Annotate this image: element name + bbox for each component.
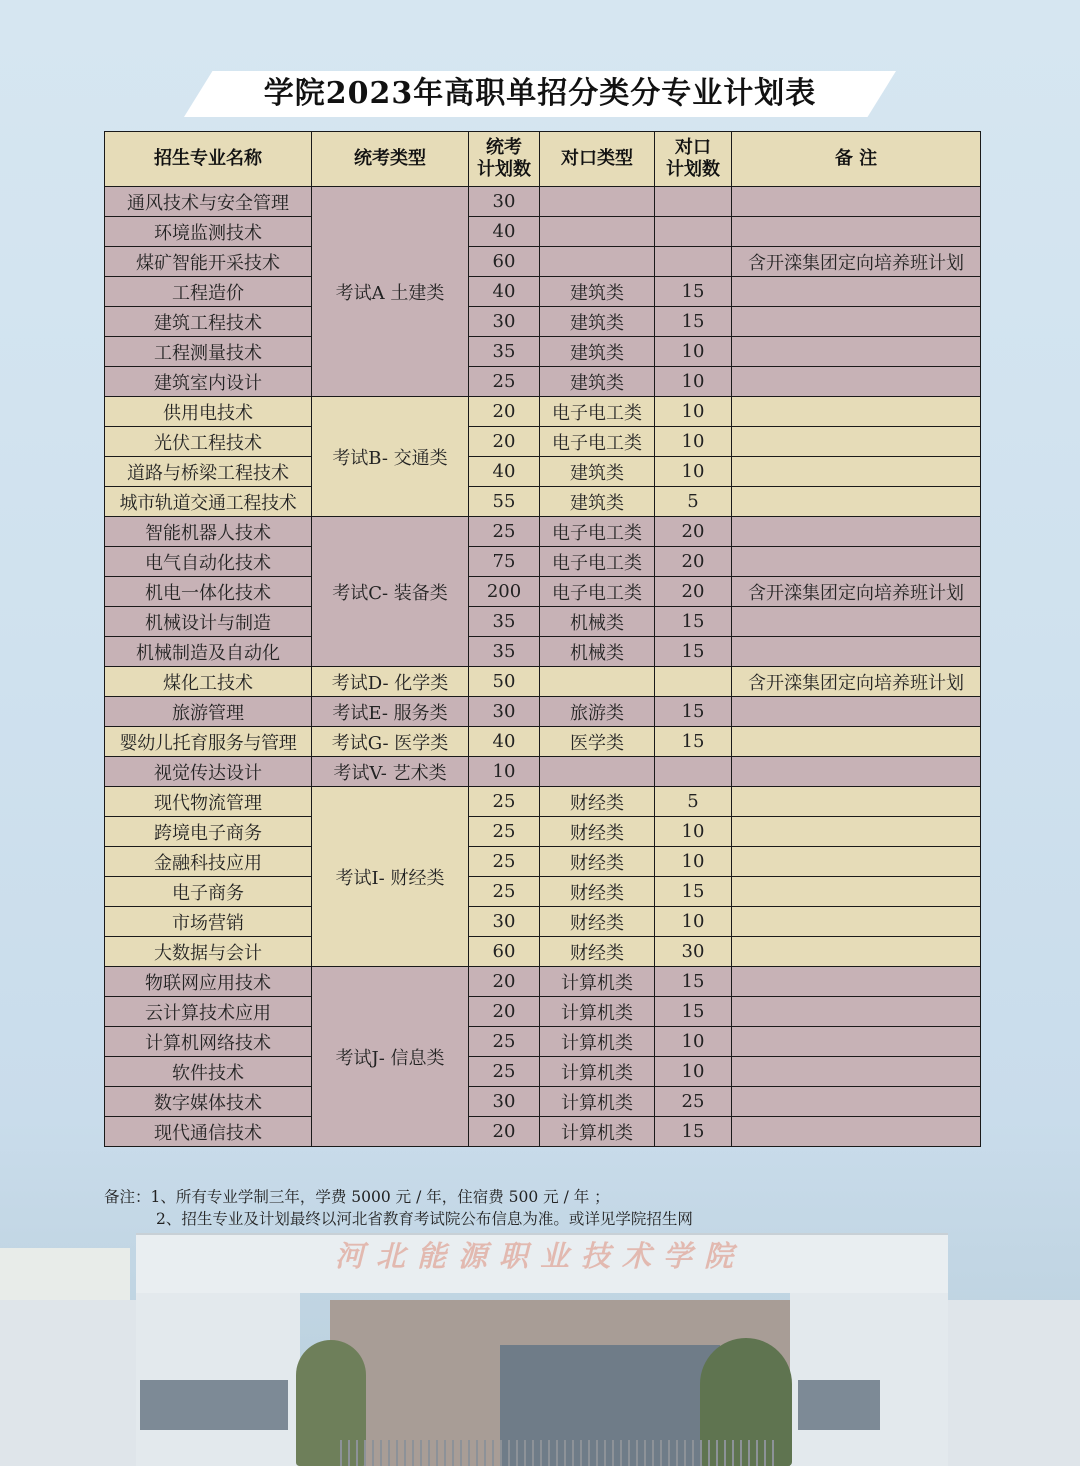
note-cell [732, 637, 981, 667]
table-row [105, 997, 981, 1027]
left-wing [0, 1300, 140, 1466]
pair-type-cell: 建筑类 [540, 487, 655, 517]
exam-plan-cell: 30 [469, 187, 540, 217]
side-building [0, 1248, 130, 1308]
note-cell [732, 187, 981, 217]
table-row [105, 247, 981, 277]
note-cell [732, 337, 981, 367]
note-cell [732, 1087, 981, 1117]
major-cell: 煤矿智能开采技术 [105, 247, 312, 277]
note-cell [732, 367, 981, 397]
major-cell: 市场营销 [105, 907, 312, 937]
major-cell: 电子商务 [105, 877, 312, 907]
exam-type-cell: 考试A 土建类 [312, 187, 469, 397]
major-cell: 煤化工技术 [105, 667, 312, 697]
pillar-window-left [140, 1380, 288, 1430]
table-row [105, 1027, 981, 1057]
pair-plan-cell: 15 [655, 997, 732, 1027]
note-cell [732, 907, 981, 937]
pair-plan-cell: 15 [655, 637, 732, 667]
pair-type-cell: 电子电工类 [540, 427, 655, 457]
exam-plan-cell: 10 [469, 757, 540, 787]
pair-type-cell [540, 217, 655, 247]
table-row [105, 697, 981, 727]
table-row [105, 757, 981, 787]
pair-type-cell [540, 667, 655, 697]
major-cell: 机械制造及自动化 [105, 637, 312, 667]
exam-type-cell: 考试I- 财经类 [312, 787, 469, 967]
table-row [105, 1117, 981, 1147]
pair-type-cell: 财经类 [540, 877, 655, 907]
major-cell: 计算机网络技术 [105, 1027, 312, 1057]
major-cell: 机电一体化技术 [105, 577, 312, 607]
pair-plan-cell: 15 [655, 877, 732, 907]
pair-plan-cell: 5 [655, 487, 732, 517]
exam-plan-cell: 30 [469, 1087, 540, 1117]
pair-type-cell: 建筑类 [540, 337, 655, 367]
pair-plan-cell [655, 667, 732, 697]
exam-plan-cell: 40 [469, 277, 540, 307]
exam-plan-cell: 25 [469, 877, 540, 907]
note-cell [732, 487, 981, 517]
header-pair-type: 对口类型 [540, 132, 655, 187]
major-cell: 婴幼儿托育服务与管理 [105, 727, 312, 757]
table-row [105, 307, 981, 337]
pair-plan-cell: 20 [655, 547, 732, 577]
major-cell: 智能机器人技术 [105, 517, 312, 547]
note-cell [732, 817, 981, 847]
exam-plan-cell: 50 [469, 667, 540, 697]
pair-type-cell: 计算机类 [540, 1027, 655, 1057]
exam-plan-cell: 20 [469, 1117, 540, 1147]
major-cell: 工程测量技术 [105, 337, 312, 367]
note-cell [732, 277, 981, 307]
major-cell: 通风技术与安全管理 [105, 187, 312, 217]
pair-plan-cell: 30 [655, 937, 732, 967]
major-cell: 旅游管理 [105, 697, 312, 727]
exam-plan-cell: 30 [469, 307, 540, 337]
pair-plan-cell: 15 [655, 277, 732, 307]
table-row [105, 937, 981, 967]
note-cell [732, 787, 981, 817]
table-row [105, 457, 981, 487]
gate-fence [340, 1440, 780, 1466]
major-cell: 建筑室内设计 [105, 367, 312, 397]
exam-plan-cell: 25 [469, 847, 540, 877]
note-cell: 含开滦集团定向培养班计划 [732, 577, 981, 607]
header-exam-type: 统考类型 [312, 132, 469, 187]
major-cell: 金融科技应用 [105, 847, 312, 877]
pair-type-cell: 建筑类 [540, 277, 655, 307]
pair-type-cell: 电子电工类 [540, 397, 655, 427]
pair-type-cell [540, 247, 655, 277]
major-cell: 城市轨道交通工程技术 [105, 487, 312, 517]
pair-type-cell: 计算机类 [540, 1087, 655, 1117]
pair-plan-cell [655, 757, 732, 787]
pillar-window-right [798, 1380, 880, 1430]
note-cell [732, 397, 981, 427]
pair-type-cell: 旅游类 [540, 697, 655, 727]
pair-type-cell: 财经类 [540, 787, 655, 817]
pair-plan-cell: 15 [655, 727, 732, 757]
major-cell: 供用电技术 [105, 397, 312, 427]
header-exam-plan: 统考 计划数 [469, 132, 540, 187]
note-cell [732, 457, 981, 487]
note-cell [732, 1027, 981, 1057]
note-cell [732, 727, 981, 757]
major-cell: 电气自动化技术 [105, 547, 312, 577]
note-cell [732, 427, 981, 457]
exam-plan-cell: 30 [469, 697, 540, 727]
table-row [105, 517, 981, 547]
exam-plan-cell: 30 [469, 907, 540, 937]
exam-plan-cell: 25 [469, 787, 540, 817]
major-cell: 光伏工程技术 [105, 427, 312, 457]
pair-type-cell: 财经类 [540, 817, 655, 847]
pair-type-cell: 机械类 [540, 637, 655, 667]
pair-type-cell: 建筑类 [540, 367, 655, 397]
table-row [105, 637, 981, 667]
pair-type-cell: 财经类 [540, 847, 655, 877]
pair-type-cell: 建筑类 [540, 307, 655, 337]
exam-plan-cell: 20 [469, 397, 540, 427]
gate-school-name: 河北能源职业技术学院 [334, 1239, 745, 1273]
table-row [105, 787, 981, 817]
table-row [105, 1057, 981, 1087]
pair-type-cell: 机械类 [540, 607, 655, 637]
pair-plan-cell [655, 187, 732, 217]
pair-plan-cell: 10 [655, 367, 732, 397]
table-row [105, 277, 981, 307]
exam-plan-cell: 25 [469, 1057, 540, 1087]
exam-plan-cell: 20 [469, 427, 540, 457]
note-cell [732, 1057, 981, 1087]
exam-type-cell: 考试J- 信息类 [312, 967, 469, 1147]
pair-plan-cell: 10 [655, 817, 732, 847]
note-cell [732, 217, 981, 247]
exam-plan-cell: 55 [469, 487, 540, 517]
pair-plan-cell [655, 217, 732, 247]
note-cell [732, 877, 981, 907]
table-body [105, 187, 981, 1147]
note-cell [732, 967, 981, 997]
table-row [105, 217, 981, 247]
pair-type-cell: 计算机类 [540, 997, 655, 1027]
table-row [105, 487, 981, 517]
table-row [105, 367, 981, 397]
exam-plan-cell: 35 [469, 637, 540, 667]
pair-type-cell: 财经类 [540, 937, 655, 967]
pair-plan-cell: 10 [655, 907, 732, 937]
pair-plan-cell: 15 [655, 967, 732, 997]
major-cell: 现代物流管理 [105, 787, 312, 817]
exam-plan-cell: 60 [469, 937, 540, 967]
major-cell: 机械设计与制造 [105, 607, 312, 637]
header-note: 备 注 [732, 132, 981, 187]
major-cell: 大数据与会计 [105, 937, 312, 967]
pair-type-cell: 计算机类 [540, 1057, 655, 1087]
pair-plan-cell: 10 [655, 457, 732, 487]
pair-plan-cell: 10 [655, 847, 732, 877]
table-row [105, 1087, 981, 1117]
header-major: 招生专业名称 [105, 132, 312, 187]
exam-plan-cell: 20 [469, 997, 540, 1027]
major-cell: 软件技术 [105, 1057, 312, 1087]
pair-plan-cell: 15 [655, 697, 732, 727]
note-cell [732, 757, 981, 787]
major-cell: 道路与桥梁工程技术 [105, 457, 312, 487]
major-cell: 建筑工程技术 [105, 307, 312, 337]
exam-type-cell: 考试B- 交通类 [312, 397, 469, 517]
pair-type-cell: 医学类 [540, 727, 655, 757]
note-cell: 含开滦集团定向培养班计划 [732, 247, 981, 277]
table-row [105, 607, 981, 637]
footnote-line-1: 备注：1、所有专业学制三年，学费 5000 元 / 年，住宿费 500 元 / 年 ； [104, 1188, 610, 1206]
exam-plan-cell: 25 [469, 367, 540, 397]
right-wing [946, 1300, 1080, 1466]
pair-type-cell [540, 187, 655, 217]
exam-plan-cell: 75 [469, 547, 540, 577]
major-cell: 跨境电子商务 [105, 817, 312, 847]
table-row [105, 397, 981, 427]
note-cell: 含开滦集团定向培养班计划 [732, 667, 981, 697]
pair-plan-cell: 15 [655, 307, 732, 337]
pair-plan-cell: 25 [655, 1087, 732, 1117]
exam-plan-cell: 35 [469, 337, 540, 367]
table-row [105, 817, 981, 847]
exam-plan-cell: 200 [469, 577, 540, 607]
exam-plan-cell: 60 [469, 247, 540, 277]
major-cell: 环境监测技术 [105, 217, 312, 247]
exam-plan-cell: 40 [469, 217, 540, 247]
note-cell [732, 517, 981, 547]
pair-plan-cell: 10 [655, 337, 732, 367]
pair-type-cell: 电子电工类 [540, 547, 655, 577]
table-row [105, 547, 981, 577]
pair-plan-cell: 15 [655, 1117, 732, 1147]
note-cell [732, 547, 981, 577]
note-cell [732, 937, 981, 967]
pair-type-cell [540, 757, 655, 787]
exam-plan-cell: 20 [469, 967, 540, 997]
table-row [105, 577, 981, 607]
table-row [105, 337, 981, 367]
table-header-row [105, 132, 981, 187]
pair-plan-cell: 10 [655, 1027, 732, 1057]
page-title: 学院2023年高职单招分类分专业计划表 [263, 76, 817, 111]
table-row [105, 187, 981, 217]
exam-type-cell: 考试D- 化学类 [312, 667, 469, 697]
major-cell: 现代通信技术 [105, 1117, 312, 1147]
pair-plan-cell: 20 [655, 577, 732, 607]
pair-type-cell: 建筑类 [540, 457, 655, 487]
major-cell: 物联网应用技术 [105, 967, 312, 997]
note-cell [732, 997, 981, 1027]
exam-type-cell: 考试E- 服务类 [312, 697, 469, 727]
pair-type-cell: 电子电工类 [540, 517, 655, 547]
table-row [105, 877, 981, 907]
pair-plan-cell: 15 [655, 607, 732, 637]
footnote-line-2: 2、招生专业及计划最终以河北省教育考试院公布信息为准。或详见学院招生网 [156, 1210, 693, 1228]
table-row [105, 667, 981, 697]
exam-plan-cell: 25 [469, 517, 540, 547]
major-cell: 数字媒体技术 [105, 1087, 312, 1117]
table-row [105, 427, 981, 457]
exam-type-cell: 考试V- 艺术类 [312, 757, 469, 787]
pair-plan-cell: 5 [655, 787, 732, 817]
table-row [105, 967, 981, 997]
exam-plan-cell: 25 [469, 817, 540, 847]
enrollment-plan-table [104, 131, 981, 1147]
pair-type-cell: 计算机类 [540, 1117, 655, 1147]
note-cell [732, 307, 981, 337]
exam-type-cell: 考试G- 医学类 [312, 727, 469, 757]
header-pair-plan: 对口 计划数 [655, 132, 732, 187]
table-row [105, 847, 981, 877]
note-cell [732, 847, 981, 877]
exam-type-cell: 考试C- 装备类 [312, 517, 469, 667]
note-cell [732, 1117, 981, 1147]
exam-plan-cell: 40 [469, 457, 540, 487]
pair-plan-cell: 10 [655, 427, 732, 457]
exam-plan-cell: 35 [469, 607, 540, 637]
pair-plan-cell [655, 247, 732, 277]
table-row [105, 727, 981, 757]
pair-type-cell: 计算机类 [540, 967, 655, 997]
pair-type-cell: 财经类 [540, 907, 655, 937]
exam-plan-cell: 25 [469, 1027, 540, 1057]
pair-plan-cell: 10 [655, 397, 732, 427]
note-cell [732, 697, 981, 727]
major-cell: 工程造价 [105, 277, 312, 307]
exam-plan-cell: 40 [469, 727, 540, 757]
pair-type-cell: 电子电工类 [540, 577, 655, 607]
major-cell: 视觉传达设计 [105, 757, 312, 787]
pair-plan-cell: 10 [655, 1057, 732, 1087]
pair-plan-cell: 20 [655, 517, 732, 547]
table-row [105, 907, 981, 937]
note-cell [732, 607, 981, 637]
major-cell: 云计算技术应用 [105, 997, 312, 1027]
